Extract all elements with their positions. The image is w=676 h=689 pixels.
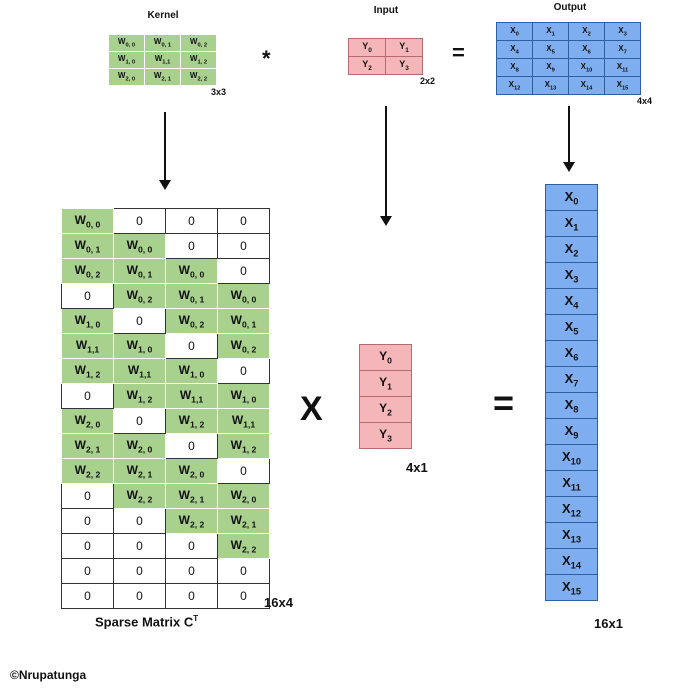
sparse-cell: 0 (114, 584, 166, 609)
output-cell: $X_4$ (497, 41, 533, 59)
sparse-row (62, 384, 270, 409)
input-cell: $Y_1$ (386, 39, 423, 57)
sparse-cell: $W_{0, 1}$ (166, 284, 218, 309)
kernel-cell: $W_{0, 1}$ (145, 35, 181, 52)
input-cell: $Y_0$ (349, 39, 386, 57)
kernel-cell: $W_{0, 2}$ (181, 35, 217, 52)
sparse-cell: 0 (218, 559, 270, 584)
sparse-cell: $W_{1, 0}$ (114, 334, 166, 359)
output-vector-cell: $X_3$ (546, 263, 598, 289)
sparse-cell: $W_{1, 2}$ (114, 384, 166, 409)
sparse-cell: $W_{0, 1}$ (62, 234, 114, 259)
sparse-cell: $W_{0, 2}$ (114, 284, 166, 309)
input-cell: $Y_3$ (386, 57, 423, 75)
sparse-cell: 0 (166, 234, 218, 259)
sparse-cell: 0 (62, 584, 114, 609)
output-vector-cell: $X_{13}$ (546, 523, 598, 549)
sparse-cell: $W_{0, 0}$ (114, 234, 166, 259)
sparse-cell: $W_{1,1}$ (166, 384, 218, 409)
output-row (497, 77, 641, 95)
output-dim: 4x4 (637, 96, 653, 106)
input-matrix (348, 38, 423, 75)
sparse-caption-text: Sparse Matrix C (95, 614, 194, 630)
input-vector-cell: $Y_0$ (360, 345, 412, 371)
input-cell: $Y_2$ (349, 57, 386, 75)
output-vector-cell: $X_4$ (546, 289, 598, 315)
credit-text: ©Nrupatunga (10, 668, 87, 682)
output-vector-cell: $X_{14}$ (546, 549, 598, 575)
output-cell: $X_{10}$ (569, 59, 605, 77)
kernel-cell: $W_{2, 2}$ (181, 69, 217, 86)
sparse-cell: $W_{1,1}$ (62, 334, 114, 359)
sparse-cell: 0 (218, 259, 270, 284)
convolution-operator: * (262, 46, 271, 71)
kernel-cell: $W_{2, 0}$ (109, 69, 145, 86)
output-cell: $X_2$ (569, 23, 605, 41)
output-vector-cell: $X_{11}$ (546, 471, 598, 497)
sparse-row (62, 434, 270, 459)
sparse-row (62, 359, 270, 384)
sparse-row (62, 584, 270, 609)
input-vector-row (360, 423, 412, 449)
output-vector-row (546, 549, 598, 575)
output-vector-cell: $X_6$ (546, 341, 598, 367)
equals-operator-bottom: = (493, 382, 515, 423)
output-vector-row (546, 575, 598, 601)
sparse-cell: 0 (218, 584, 270, 609)
output-cell: $X_3$ (605, 23, 641, 41)
sparse-cell: 0 (166, 534, 218, 559)
sparse-cell: $W_{1, 0}$ (62, 309, 114, 334)
input-vector-cell: $Y_1$ (360, 371, 412, 397)
sparse-cell: 0 (218, 209, 270, 234)
sparse-cell: $W_{1,1}$ (218, 409, 270, 434)
output-matrix (496, 22, 641, 95)
output-row (497, 59, 641, 77)
sparse-cell: $W_{2, 1}$ (218, 509, 270, 534)
sparse-cell: 0 (62, 534, 114, 559)
sparse-cell: $W_{0, 2}$ (166, 309, 218, 334)
output-cell: $X_1$ (533, 23, 569, 41)
sparse-cell: 0 (114, 559, 166, 584)
sparse-cell: $W_{2, 2}$ (218, 534, 270, 559)
sparse-cell: $W_{2, 1}$ (114, 459, 166, 484)
sparse-cell: 0 (62, 384, 114, 409)
output-vector-row (546, 263, 598, 289)
sparse-cell: 0 (62, 284, 114, 309)
input-vector-row (360, 345, 412, 371)
output-vector-row (546, 497, 598, 523)
output-vector-row (546, 523, 598, 549)
input-row (349, 39, 423, 57)
sparse-cell: $W_{1,1}$ (114, 359, 166, 384)
input-dim: 2x2 (420, 76, 436, 86)
output-cell: $X_{11}$ (605, 59, 641, 77)
output-vector-cell: $X_{12}$ (546, 497, 598, 523)
output-vector-row (546, 341, 598, 367)
sparse-cell: 0 (218, 459, 270, 484)
arrow-kernel-down (164, 112, 166, 182)
output-vector-row (546, 237, 598, 263)
kernel-cell: $W_{1,1}$ (145, 52, 181, 69)
output-vector-cell: $X_5$ (546, 315, 598, 341)
output-vector-row (546, 393, 598, 419)
sparse-row (62, 559, 270, 584)
sparse-row (62, 259, 270, 284)
sparse-row (62, 234, 270, 259)
sparse-cell: $W_{2, 2}$ (114, 484, 166, 509)
kernel-dim: 3x3 (211, 87, 227, 97)
sparse-row (62, 534, 270, 559)
output-vector-cell: $X_8$ (546, 393, 598, 419)
output-vector-cell: $X_{15}$ (546, 575, 598, 601)
input-vector-cell: $Y_3$ (360, 423, 412, 449)
input-vector-row (360, 397, 412, 423)
sparse-cell: $W_{0, 0}$ (166, 259, 218, 284)
output-vector-row (546, 419, 598, 445)
input-vector-cell: $Y_2$ (360, 397, 412, 423)
sparse-cell: 0 (218, 234, 270, 259)
sparse-cell: 0 (166, 209, 218, 234)
output-vector-cell: $X_7$ (546, 367, 598, 393)
output-vector (545, 184, 598, 601)
output-vector-row (546, 211, 598, 237)
sparse-cell: 0 (114, 209, 166, 234)
sparse-cell: $W_{2, 2}$ (62, 459, 114, 484)
output-vector-row (546, 367, 598, 393)
output-cell: $X_8$ (497, 59, 533, 77)
kernel-cell: $W_{1, 0}$ (109, 52, 145, 69)
output-vector-row (546, 289, 598, 315)
output-cell: $X_{12}$ (497, 77, 533, 95)
output-title: Output (553, 2, 587, 13)
output-vector-cell: $X_2$ (546, 237, 598, 263)
sparse-cell: $W_{2, 2}$ (166, 509, 218, 534)
sparse-row (62, 284, 270, 309)
output-vector-row (546, 445, 598, 471)
sparse-cell: $W_{2, 0}$ (218, 484, 270, 509)
sparse-cell: $W_{0, 2}$ (218, 334, 270, 359)
sparse-cell: $W_{2, 0}$ (166, 459, 218, 484)
sparse-cell: $W_{1, 0}$ (166, 359, 218, 384)
sparse-cell: 0 (166, 584, 218, 609)
sparse-cell: $W_{0, 0}$ (218, 284, 270, 309)
output-vector-dim: 16x1 (594, 616, 623, 631)
sparse-cell: $W_{1, 2}$ (218, 434, 270, 459)
output-cell: $X_6$ (569, 41, 605, 59)
sparse-row (62, 409, 270, 434)
sparse-cell: $W_{2, 1}$ (62, 434, 114, 459)
output-vector-cell: $X_1$ (546, 211, 598, 237)
kernel-cell: $W_{1, 2}$ (181, 52, 217, 69)
sparse-cell: 0 (114, 309, 166, 334)
sparse-row (62, 509, 270, 534)
sparse-cell: 0 (114, 409, 166, 434)
output-cell: $X_5$ (533, 41, 569, 59)
sparse-dim: 16x4 (264, 595, 293, 610)
sparse-row (62, 459, 270, 484)
output-vector-cell: $X_9$ (546, 419, 598, 445)
sparse-cell: $W_{0, 1}$ (114, 259, 166, 284)
arrow-output-down (568, 106, 570, 164)
output-vector-row (546, 471, 598, 497)
sparse-cell: $W_{1, 2}$ (62, 359, 114, 384)
sparse-row (62, 209, 270, 234)
output-cell: $X_{15}$ (605, 77, 641, 95)
output-vector-cell: $X_0$ (546, 185, 598, 211)
output-vector-cell: $X_{10}$ (546, 445, 598, 471)
output-cell: $X_7$ (605, 41, 641, 59)
sparse-cell: $W_{1, 2}$ (166, 409, 218, 434)
input-vector-dim: 4x1 (406, 460, 428, 475)
kernel-matrix (108, 34, 217, 86)
input-vector (359, 344, 412, 449)
sparse-row (62, 484, 270, 509)
sparse-cell: 0 (114, 534, 166, 559)
sparse-matrix (61, 208, 270, 609)
sparse-cell: $W_{0, 1}$ (218, 309, 270, 334)
input-row (349, 57, 423, 75)
sparse-cell: $W_{2, 1}$ (166, 484, 218, 509)
input-vector-row (360, 371, 412, 397)
output-row (497, 41, 641, 59)
kernel-row (109, 52, 217, 69)
output-cell: $X_9$ (533, 59, 569, 77)
output-vector-row (546, 185, 598, 211)
multiply-operator: X (300, 390, 323, 428)
sparse-cell: 0 (62, 509, 114, 534)
sparse-caption (95, 614, 198, 629)
sparse-cell: $W_{0, 2}$ (62, 259, 114, 284)
output-cell: $X_{14}$ (569, 77, 605, 95)
kernel-cell: $W_{2, 1}$ (145, 69, 181, 86)
sparse-cell: $W_{2, 0}$ (114, 434, 166, 459)
output-cell: $X_0$ (497, 23, 533, 41)
output-cell: $X_{13}$ (533, 77, 569, 95)
arrow-input-down (385, 106, 387, 218)
sparse-cell: 0 (62, 559, 114, 584)
sparse-caption-superscript: T (193, 614, 199, 623)
sparse-cell: 0 (166, 559, 218, 584)
kernel-row (109, 69, 217, 86)
sparse-cell: 0 (218, 359, 270, 384)
sparse-row (62, 309, 270, 334)
output-row (497, 23, 641, 41)
sparse-cell: $W_{2, 0}$ (62, 409, 114, 434)
sparse-cell: $W_{0, 0}$ (62, 209, 114, 234)
sparse-row (62, 334, 270, 359)
equals-operator-top: = (452, 40, 465, 65)
sparse-cell: 0 (114, 509, 166, 534)
sparse-cell: 0 (166, 434, 218, 459)
sparse-cell: 0 (62, 484, 114, 509)
kernel-row (109, 35, 217, 52)
sparse-cell: 0 (166, 334, 218, 359)
sparse-cell: $W_{1, 0}$ (218, 384, 270, 409)
kernel-title: Kernel (147, 10, 179, 21)
kernel-cell: $W_{0, 0}$ (109, 35, 145, 52)
output-vector-row (546, 315, 598, 341)
input-title: Input (373, 5, 399, 16)
